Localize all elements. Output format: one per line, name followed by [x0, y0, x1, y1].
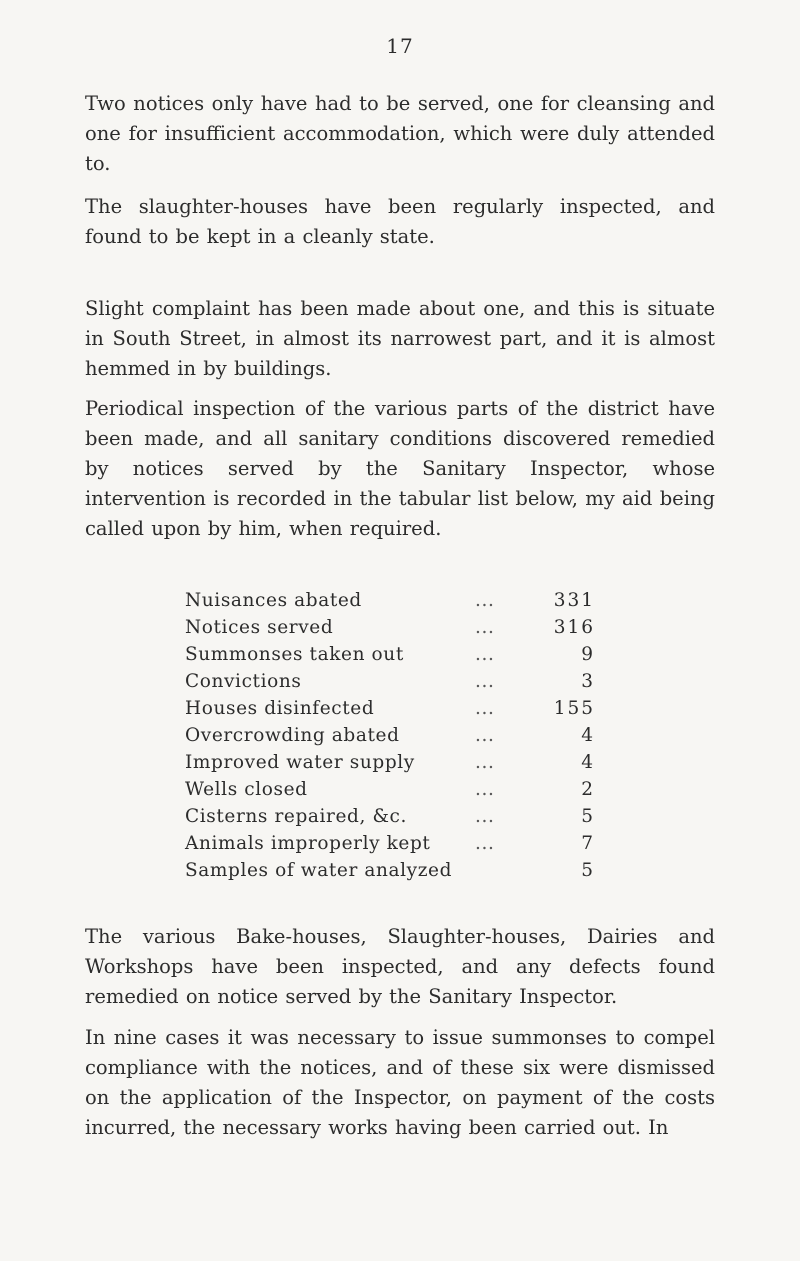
stat-leader-dots: ... [475, 617, 495, 638]
stat-row [185, 803, 605, 830]
stat-label: Animals improperly kept [185, 833, 431, 854]
stat-leader-dots: ... [475, 644, 495, 665]
paragraph-notices: Two notices only have had to be served, one for cleansing and one for insufficient accommodation, which were duly attended to. [85, 92, 715, 175]
stat-value: 4 [581, 725, 595, 746]
stat-leader-dots: ... [475, 833, 495, 854]
stat-label: Houses disinfected [185, 698, 375, 719]
stat-value: 155 [553, 698, 595, 719]
stat-row [185, 668, 605, 695]
stat-row [185, 722, 605, 749]
stat-label: Summonses taken out [185, 644, 404, 665]
stat-row [185, 776, 605, 803]
stat-row [185, 857, 605, 884]
stat-leader-dots: ... [475, 698, 495, 719]
paragraph-summonses: In nine cases it was necessary to issue summonses to compel compliance with the notices, and of these six were dismissed on the application of the Inspector, on payment of the costs incurred, the necessary works having been carried out. In [85, 1026, 715, 1139]
stat-label: Overcrowding abated [185, 725, 400, 746]
stat-value: 5 [581, 860, 595, 881]
stat-leader-dots: ... [475, 779, 495, 800]
stat-leader-dots: ... [475, 590, 495, 611]
stat-value: 9 [581, 644, 595, 665]
stat-leader-dots: ... [475, 671, 495, 692]
sanitary-statistics-table [185, 587, 605, 884]
stat-leader-dots: ... [475, 806, 495, 827]
stat-value: 2 [581, 779, 595, 800]
paragraph-inspection: Periodical inspection of the various parts of the district have been made, and all sanitary conditions discovered remedied by notices served by the Sanitary Inspector, whose intervention is recorded in the tabular list below, my aid being called upon by him, when required. [85, 397, 715, 540]
stat-row [185, 587, 605, 614]
stat-label: Convictions [185, 671, 302, 692]
stat-value: 5 [581, 806, 595, 827]
stat-label: Improved water supply [185, 752, 415, 773]
stat-label: Nuisances abated [185, 590, 362, 611]
stat-row [185, 695, 605, 722]
stat-value: 316 [553, 617, 595, 638]
stat-label: Notices served [185, 617, 334, 638]
stat-label: Wells closed [185, 779, 308, 800]
stat-value: 3 [581, 671, 595, 692]
stat-row [185, 614, 605, 641]
paragraph-complaint: Slight complaint has been made about one, and this is situate in South Street, in almost its narrowest part, and it is almost hemmed in by buildings. [85, 297, 715, 380]
stat-row [185, 641, 605, 668]
stat-row [185, 749, 605, 776]
stat-label: Samples of water analyzed [185, 860, 453, 881]
stat-value: 331 [553, 590, 595, 611]
stat-leader-dots: ... [475, 752, 495, 773]
paragraph-bake-houses: The various Bake-houses, Slaughter-houses, Dairies and Workshops have been inspected, and any defects found remedied on notice served by the Sanitary Inspector. [85, 925, 715, 1008]
page-number: 17 [386, 34, 414, 58]
stat-value: 4 [581, 752, 595, 773]
stat-label: Cisterns repaired, &c. [185, 806, 407, 827]
paragraph-slaughter-houses: The slaughter-houses have been regularly inspected, and found to be kept in a cleanly state. [85, 195, 715, 248]
stat-row [185, 830, 605, 857]
stat-leader-dots: ... [475, 725, 495, 746]
stat-value: 7 [581, 833, 595, 854]
